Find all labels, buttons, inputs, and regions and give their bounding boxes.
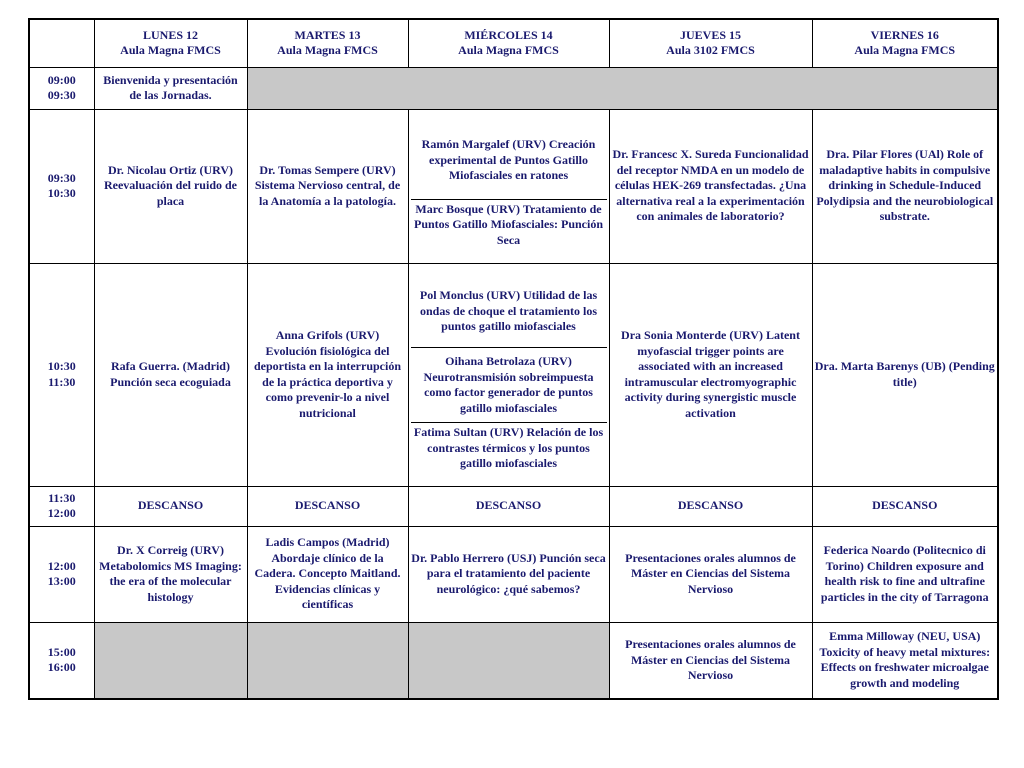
empty-slot [408,622,609,699]
slot-thu: Presentaciones orales alumnos de Máster en Ciencias del Sistema Nervioso [609,622,812,699]
sub-slot: Fatima Sultan (URV) Relación de los contrastes térmicos y los puntos gatillo miofasciales [413,425,604,471]
slot-wed: Dr. Pablo Herrero (USJ) Punción seca para el tratamiento del paciente neurológico: ¿qué sabemos? [408,526,609,622]
day-header-wed: MIÉRCOLES 14 Aula Magna FMCS [408,19,609,67]
slot-wed [408,263,609,486]
time-cell: 09:30 10:30 [29,109,94,263]
slot-thu: Presentaciones orales alumnos de Máster en Ciencias del Sistema Nervioso [609,526,812,622]
empty-slot [247,622,408,699]
slot-mon: Rafa Guerra. (Madrid) Punción seca ecoguiada [94,263,247,486]
slot-tue: Anna Grifols (URV) Evolución fisiológica del deportista en la interrupción de la práctica deportiva y como prevenir-lo a nivel nutricional [247,263,408,486]
row-0900 [29,67,998,109]
slot-welcome: Bienvenida y presentación de las Jornadas. [94,67,247,109]
slot-tue: Ladis Campos (Madrid) Abordaje clínico de la Cadera. Concepto Maitland. Evidencias clínicas y científicas [247,526,408,622]
time-cell: 11:30 12:00 [29,486,94,526]
slot-thu: Dr. Francesc X. Sureda Funcionalidad del receptor NMDA en un modelo de células HEK-269 transfectadas. ¿Una alternativa real a la experimentación con animales de laboratorio? [609,109,812,263]
day-header-mon: LUNES 12 Aula Magna FMCS [94,19,247,67]
day-header-thu: JUEVES 15 Aula 3102 FMCS [609,19,812,67]
slot-fri: Dra. Pilar Flores (UAl) Role of maladaptive habits in compulsive drinking in Schedule-Induced Polydipsia and the neurobiological substrate. [812,109,998,263]
slot-fri: Federica Noardo (Politecnico di Torino) Children exposure and health risk to fine and ultrafine particles in the city of Tarragona [812,526,998,622]
slot-thu: Dra Sonia Monterde (URV) Latent myofascial trigger points are associated with an increased intramuscular electromyographic activity during synergistic muscle activation [609,263,812,486]
slot-tue: Dr. Tomas Sempere (URV) Sistema Nervioso central, de la Anatomía a la patología. [247,109,408,263]
slot-fri: Emma Milloway (NEU, USA) Toxicity of heavy metal mixtures: Effects on freshwater microalgae growth and modeling [812,622,998,699]
slot-wed [408,109,609,263]
break-mon: DESCANSO [94,486,247,526]
sub-slot: Ramón Margalef (URV) Creación experimental de Puntos Gatillo Miofasciales en ratones [411,122,607,200]
row-1030 [29,263,998,486]
slot-mon: Dr. X Correig (URV) Metabolomics MS Imaging: the era of the molecular histology [94,526,247,622]
time-cell: 15:00 16:00 [29,622,94,699]
break-fri: DESCANSO [812,486,998,526]
slot-mon: Dr. Nicolau Ortiz (URV) Reevaluación del ruido de placa [94,109,247,263]
day-header-tue: MARTES 13 Aula Magna FMCS [247,19,408,67]
sub-slot: Marc Bosque (URV) Tratamiento de Puntos Gatillo Miofasciales: Punción Seca [414,201,603,247]
slot-fri: Dra. Marta Barenys (UB) (Pending title) [812,263,998,486]
day-header-fri: VIERNES 16 Aula Magna FMCS [812,19,998,67]
corner-cell [29,19,94,67]
header-row [29,19,998,67]
row-1200 [29,526,998,622]
sub-slot: Oihana Betrolaza (URV) Neurotransmisión sobreimpuesta como factor generador de puntos gatillo miofasciales [411,348,607,423]
time-cell: 10:30 11:30 [29,263,94,486]
empty-slot [247,67,998,109]
schedule-table [28,18,999,700]
sub-slot: Pol Monclus (URV) Utilidad de las ondas de choque el tratamiento los puntos gatillo miofasciales [411,275,607,348]
break-thu: DESCANSO [609,486,812,526]
time-cell: 12:00 13:00 [29,526,94,622]
row-1130 [29,486,998,526]
row-0930 [29,109,998,263]
time-cell: 09:00 09:30 [29,67,94,109]
row-1500 [29,622,998,699]
break-tue: DESCANSO [247,486,408,526]
empty-slot [94,622,247,699]
break-wed: DESCANSO [408,486,609,526]
